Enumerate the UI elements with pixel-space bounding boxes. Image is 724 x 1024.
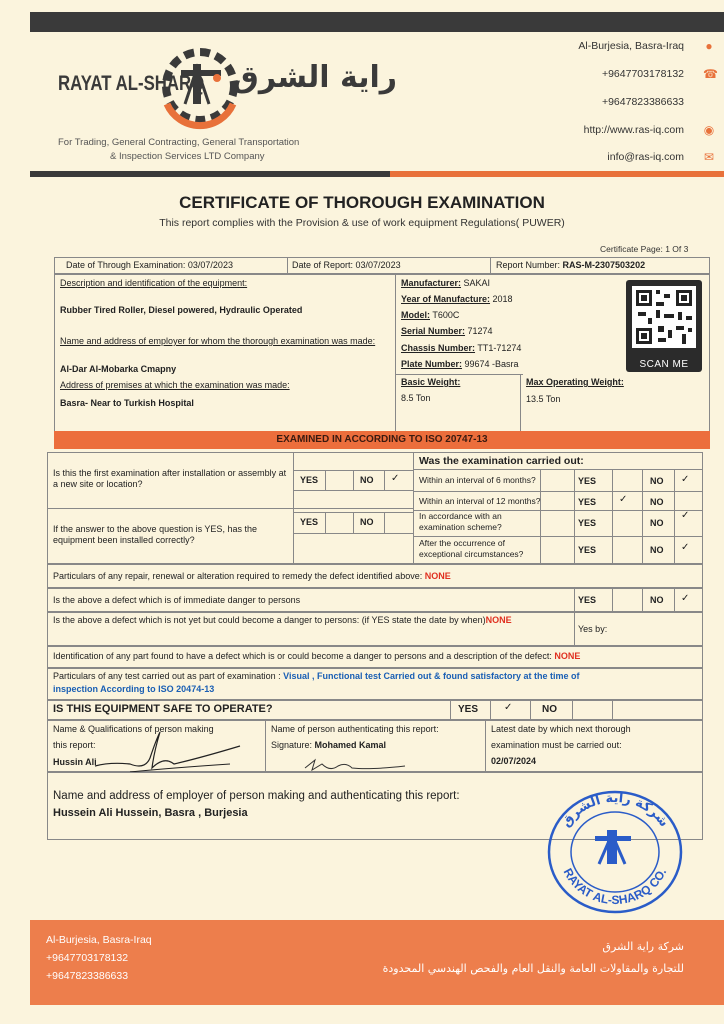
employer-value: Al-Dar Al-Mobarka Cmapny bbox=[60, 364, 177, 374]
header-phone-1: +9647703178132 bbox=[601, 68, 684, 80]
carried-out-title: Was the examination carried out: bbox=[419, 455, 584, 467]
basic-weight-label: Basic Weight: bbox=[401, 377, 461, 387]
premises-label: Address of premises at which the examination was made: bbox=[60, 380, 290, 390]
top-bar bbox=[30, 12, 724, 32]
q1-yes: YES bbox=[300, 475, 319, 485]
q1-no: NO bbox=[360, 475, 374, 485]
danger-text: Is the above a defect which is of immediate danger to persons bbox=[53, 595, 301, 605]
location-pin-icon: ● bbox=[705, 39, 713, 53]
max-weight-value: 13.5 Ton bbox=[526, 394, 561, 404]
c1-no-check: ✓ bbox=[681, 474, 690, 485]
desc-value: Rubber Tired Roller, Diesel powered, Hydraulic Operated bbox=[60, 305, 303, 315]
c2-yes: YES bbox=[578, 497, 597, 507]
safe-yes: YES bbox=[458, 704, 479, 715]
header-email[interactable]: info@ras-iq.com bbox=[607, 151, 684, 163]
repair-text: Particulars of any repair, renewal or alteration required to remedy the defect identified above: NONE bbox=[53, 571, 451, 581]
basic-weight-value: 8.5 Ton bbox=[401, 393, 431, 403]
danger-yes: YES bbox=[578, 595, 597, 605]
page-title: CERTIFICATE OF THOROUGH EXAMINATION bbox=[179, 193, 545, 212]
c4-no: NO bbox=[650, 545, 664, 555]
employer-final-label: Name and address of employer of person making and authenticating this report: bbox=[53, 790, 460, 802]
c2-no: NO bbox=[650, 497, 664, 507]
next-exam-date: 02/07/2024 bbox=[491, 756, 537, 766]
c2-yes-check: ✓ bbox=[619, 494, 628, 505]
header-divider-dark bbox=[30, 171, 390, 177]
company-stamp bbox=[545, 788, 685, 916]
tests-text: Particulars of any test carried out as part of examination : Visual , Functional test Carried out & found satisfactory at the time of bbox=[53, 671, 580, 681]
header-phone-2: +9647823386633 bbox=[601, 96, 684, 108]
stamp-text-en: RAYAT AL-SHARQ CO. bbox=[560, 865, 670, 908]
c4-no-check: ✓ bbox=[681, 542, 690, 553]
footer-address: Al-Burjesia, Basra-Iraq bbox=[46, 934, 152, 946]
plate-number: Plate Number: 99674 -Basra bbox=[401, 359, 519, 369]
header-divider-orange bbox=[390, 171, 724, 177]
maker-label-1: Name & Qualifications of person making bbox=[53, 724, 214, 734]
next-exam-label-2: examination must be carried out: bbox=[491, 740, 622, 750]
scan-me-label: SCAN ME bbox=[639, 359, 689, 370]
premises-value: Basra- Near to Turkish Hospital bbox=[60, 398, 194, 408]
employer-final-value: Hussein Ali Hussein, Basra , Burjesia bbox=[53, 807, 248, 819]
c1-yes: YES bbox=[578, 476, 597, 486]
yes-by-label: Yes by: bbox=[578, 624, 608, 634]
svg-text:شركة راية الشرق bbox=[559, 791, 672, 830]
report-number: Report Number: RAS-M-2307503202 bbox=[496, 260, 646, 270]
carried-12-months: Within an interval of 12 months? bbox=[419, 496, 541, 506]
auth-label: Name of person authenticating this report: bbox=[271, 724, 439, 734]
q1-no-check: ✓ bbox=[391, 473, 400, 484]
c3-no: NO bbox=[650, 518, 664, 528]
iso-band: EXAMINED IN ACCORDING TO ISO 20747-13 bbox=[54, 431, 710, 449]
carried-6-months: Within an interval of 6 months? bbox=[419, 475, 536, 485]
footer-phone-1: +9647703178132 bbox=[46, 952, 129, 964]
maker-label-2: this report: bbox=[53, 740, 96, 750]
safe-yes-check: ✓ bbox=[504, 702, 513, 713]
qr-code[interactable] bbox=[626, 280, 702, 372]
mail-icon: ✉ bbox=[703, 150, 715, 164]
serial-number: Serial Number: 71274 bbox=[401, 326, 493, 336]
maker-signature bbox=[90, 728, 250, 776]
manufacturer: Manufacturer: SAKAI bbox=[401, 278, 491, 288]
question-first-exam: Is this the first examination after installation or assembly at a new site or location? bbox=[53, 468, 287, 490]
maker-name: Hussin Ali bbox=[53, 757, 97, 767]
c1-no: NO bbox=[650, 476, 664, 486]
q2-no: NO bbox=[360, 517, 374, 527]
exam-date: Date of Through Examination: 03/07/2023 bbox=[66, 260, 233, 270]
brand-name-ar: راية الشرق bbox=[232, 60, 398, 95]
safe-no: NO bbox=[542, 704, 557, 715]
c4-yes: YES bbox=[578, 545, 597, 555]
model: Model: T600C bbox=[401, 310, 460, 320]
globe-icon: ◉ bbox=[703, 123, 715, 137]
safe-question: IS THIS EQUIPMENT SAFE TO OPERATE? bbox=[53, 703, 273, 715]
stamp-text-ar: شركة راية الشرق bbox=[558, 790, 672, 831]
chassis-number: Chassis Number: TT1-71274 bbox=[401, 343, 522, 353]
auth-name: Signature: Mohamed Kamal bbox=[271, 740, 387, 750]
danger-no-check: ✓ bbox=[681, 593, 690, 604]
q2-yes: YES bbox=[300, 517, 319, 527]
company-line-2: & Inspection Services LTD Company bbox=[110, 151, 265, 162]
question-installed-correctly: If the answer to the above question is YES, has the equipment been installed correctly? bbox=[53, 524, 257, 546]
identification-text: Identification of any part found to have a defect which is or could become a danger to persons and a description of the defect: NONE bbox=[53, 651, 581, 661]
report-date: Date of Report: 03/07/2023 bbox=[292, 260, 401, 270]
qr-code-icon bbox=[626, 280, 702, 354]
tests-text-2: inspection According to ISO 20474-13 bbox=[53, 684, 215, 694]
danger-no: NO bbox=[650, 595, 664, 605]
phone-icon: ☎ bbox=[703, 67, 718, 81]
desc-label: Description and identification of the equipment: bbox=[60, 278, 248, 288]
employer-label: Name and address of employer for whom the thorough examination was made: bbox=[60, 336, 376, 346]
header-website[interactable]: http://www.ras-iq.com bbox=[583, 124, 684, 136]
footer-ar-2: للتجارة والمقاولات العامة والنقل العام والفحص الهندسي المحدودة bbox=[382, 962, 684, 975]
c3-no-check: ✓ bbox=[681, 510, 690, 521]
carried-scheme: In accordance with an examination scheme? bbox=[419, 511, 502, 532]
footer-ar-1: شركة راية الشرق bbox=[602, 940, 684, 953]
footer-phone-2: +9647823386633 bbox=[46, 970, 129, 982]
carried-exceptional: After the occurrence of exceptional circumstances? bbox=[419, 538, 524, 559]
future-danger-text: Is the above a defect which is not yet but could become a danger to persons: (if YES state the date by when)NONE bbox=[53, 615, 512, 625]
year-of-manufacture: Year of Manufacture: 2018 bbox=[401, 294, 513, 304]
company-line-1: For Trading, General Contracting, General Transportation bbox=[58, 137, 300, 148]
max-weight-label: Max Operating Weight: bbox=[526, 377, 624, 387]
c3-yes: YES bbox=[578, 518, 597, 528]
certificate-page: Certificate Page: 1 Of 3 bbox=[600, 244, 689, 254]
page-subtitle: This report complies with the Provision & use of work equipment Regulations( PUWER) bbox=[159, 217, 565, 229]
header-address: Al-Burjesia, Basra-Iraq bbox=[578, 40, 684, 52]
brand-name-en: RAYAT AL-SHARQ bbox=[58, 72, 205, 95]
next-exam-label-1: Latest date by which next thorough bbox=[491, 724, 631, 734]
